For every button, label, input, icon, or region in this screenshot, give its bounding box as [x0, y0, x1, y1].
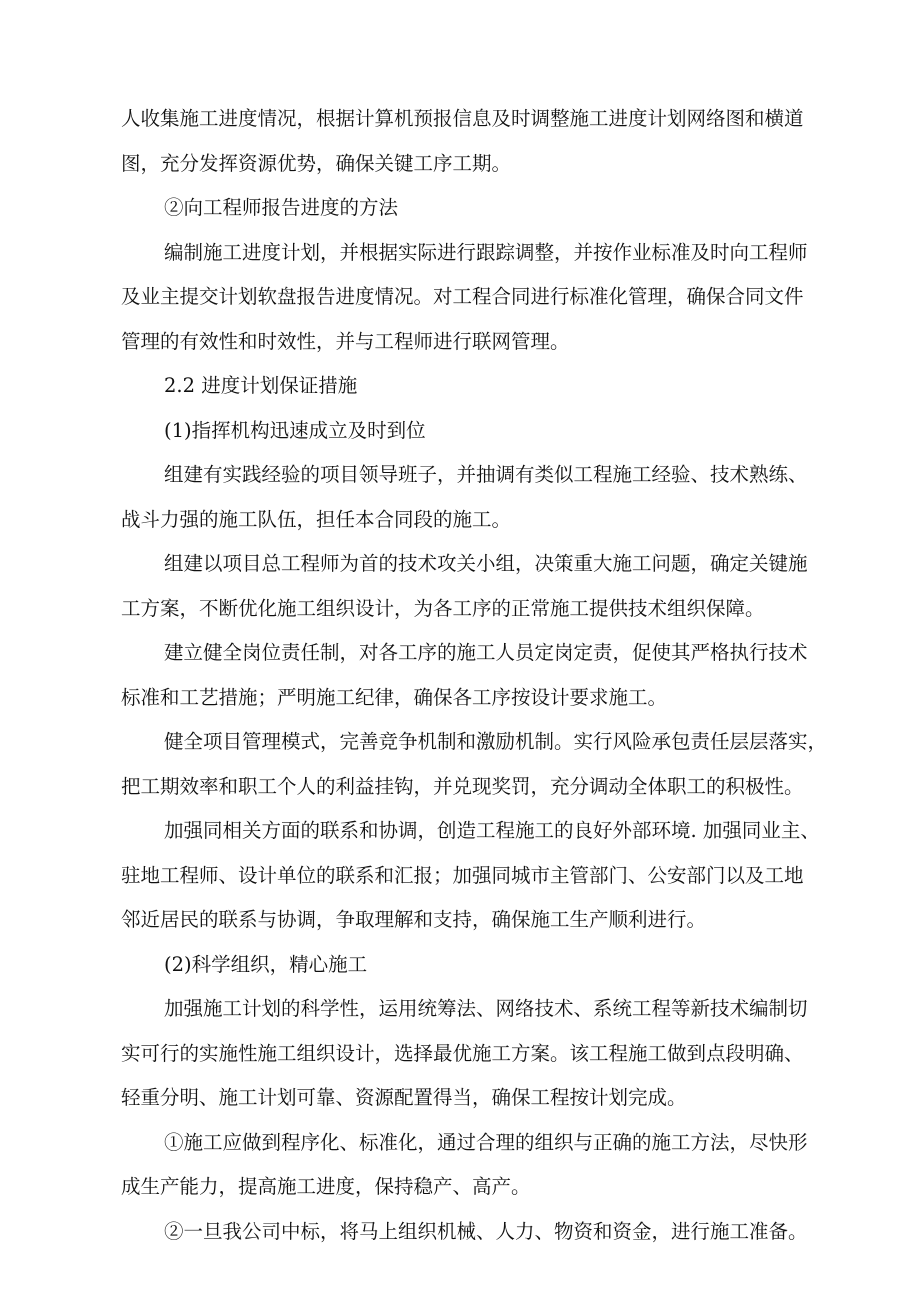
text-line: 实可行的实施性施工组织设计，选择最优施工方案。该工程施工做到点段明确、 — [121, 1042, 804, 1065]
text-line: 组建有实践经验的项目领导班子，并抽调有类似工程施工经验、技术熟练、 — [164, 463, 808, 486]
section-heading: (2)科学组织，精心施工 — [164, 953, 368, 976]
text-line: 编制施工进度计划，并根据实际进行跟踪调整，并按作业标准及时向工程师 — [164, 241, 808, 264]
text-line: 标准和工艺措施；严明施工纪律，确保各工序按设计要求施工。 — [121, 686, 668, 709]
text-line: 加强同相关方面的联系和协调，创造工程施工的良好外部环境. 加强同业主、 — [164, 819, 820, 842]
section-heading: 2.2 进度计划保证措施 — [164, 374, 358, 397]
text-line: 图，充分发挥资源优势，确保关键工序工期。 — [121, 152, 512, 175]
text-line: 加强施工计划的科学性，运用统筹法、网络技术、系统工程等新技术编制切 — [164, 997, 808, 1020]
text-line: ②一旦我公司中标，将马上组织机械、人力、物资和资金，进行施工准备。 — [164, 1220, 808, 1243]
text-line: 组建以项目总工程师为首的技术攻关小组，决策重大施工问题，确定关键施 — [164, 552, 808, 575]
section-heading: (1)指挥机构迅速成立及时到位 — [164, 419, 426, 442]
text-line: 及业主提交计划软盘报告进度情况。对工程合同进行标准化管理，确保合同文件 — [121, 285, 804, 308]
text-line: 管理的有效性和时效性，并与工程师进行联网管理。 — [121, 330, 570, 353]
text-line: 把工期效率和职工个人的利益挂钩，并兑现奖罚，充分调动全体职工的积极性。 — [121, 775, 804, 798]
text-line: 建立健全岗位责任制，对各工序的施工人员定岗定责，促使其严格执行技术 — [164, 641, 808, 664]
text-line: ①施工应做到程序化、标准化，通过合理的组织与正确的施工方法，尽快形 — [164, 1131, 808, 1154]
text-line: 轻重分明、施工计划可靠、资源配置得当，确保工程按计划完成。 — [121, 1086, 687, 1109]
text-line: 人收集施工进度情况，根据计算机预报信息及时调整施工进度计划网络图和横道 — [121, 107, 804, 130]
text-line: 工方案，不断优化施工组织设计，为各工序的正常施工提供技术组织保障。 — [121, 597, 765, 620]
text-line: 成生产能力，提高施工进度，保持稳产、高产。 — [121, 1175, 531, 1198]
text-line: 驻地工程师、设计单位的联系和汇报；加强同城市主管部门、公安部门以及工地 — [121, 864, 804, 887]
text-line: 战斗力强的施工队伍，担任本合同段的施工。 — [121, 508, 512, 531]
section-heading: ②向工程师报告进度的方法 — [164, 196, 399, 219]
text-line: 健全项目管理模式，完善竞争机制和激励机制。实行风险承包责任层层落实， — [164, 730, 828, 753]
text-line: 邻近居民的联系与协调，争取理解和支持，确保施工生产顺利进行。 — [121, 908, 707, 931]
